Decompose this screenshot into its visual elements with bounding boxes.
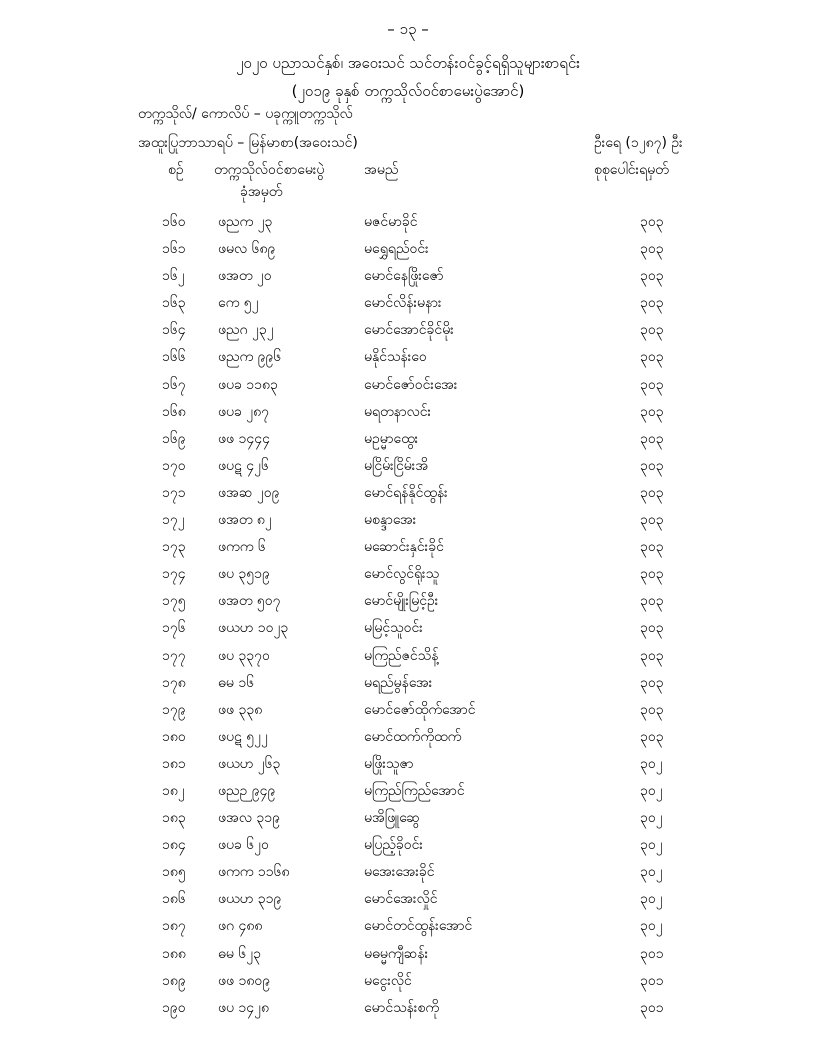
serial-cell: ၁၈၄ [162, 837, 186, 854]
serial-cell: ၁၈၈ [162, 945, 186, 962]
score-cell: ၃၀၃ [640, 647, 664, 664]
roll-number-cell: ဖအဆ ၂၀၉ [218, 484, 280, 501]
roll-number-cell: ဖဖ ၃၃၈ [218, 701, 263, 718]
table-row [0, 725, 816, 752]
serial-cell: ၁၈၉ [162, 972, 186, 989]
score-cell: ၃၀၃ [640, 674, 664, 691]
name-cell: မောင်မျိုးမြင့်ဦး [364, 593, 439, 610]
roll-number-cell: ဖညက ၉၉၆ [218, 349, 282, 366]
table-row [0, 318, 816, 345]
roll-number-cell: ဖယဟ ၂၆၃ [218, 755, 281, 772]
name-cell: မရတနာလင်း [364, 403, 432, 420]
roll-number-cell: ဖညဉ ၉၄၉ [218, 782, 276, 799]
name-cell: မငွေးလိုင် [364, 972, 412, 989]
serial-cell: ၁၇၃ [162, 539, 186, 556]
serial-cell: ၁၇၉ [162, 701, 186, 718]
score-cell: ၃၀၃ [640, 701, 664, 718]
name-cell: မဇင်မာခိုင် [364, 214, 418, 230]
table-row [0, 400, 816, 427]
table-row [0, 996, 816, 1023]
column-header-serial: စဉ် [168, 162, 184, 178]
roll-number-cell: ဖဖ ၁၈၀၉ [218, 972, 271, 989]
name-cell: မအေးအေးခိုင် [364, 864, 435, 881]
name-cell: မအိဖြူဆွေ [364, 810, 420, 827]
name-cell: မောင်အောင်ခိုင်မိုး [364, 322, 454, 339]
score-cell: ၃၀၃ [640, 241, 664, 258]
serial-cell: ၁၈၀ [162, 728, 186, 745]
score-cell: ၃၀၂ [640, 782, 663, 799]
score-cell: ၃၀၃ [640, 566, 664, 583]
name-cell: မောင်နေဖြိုးဇော် [364, 268, 444, 285]
document-title: ၂၀၂၀ ပညာသင်နှစ်၊ အဝေးသင် သင်တန်းဝင်ခွင့်ရရှိသူများစာရင်း [236, 54, 580, 72]
table-row [0, 671, 816, 698]
serial-cell: ၁၆၇ [162, 376, 186, 393]
table-row [0, 860, 816, 887]
serial-cell: ၁၇၁ [162, 484, 186, 501]
score-cell: ၃၀၃ [640, 403, 664, 420]
score-cell: ၃၀၂ [640, 864, 663, 881]
score-cell: ၃၀၃ [640, 322, 664, 339]
score-cell: ၃၀၃ [640, 457, 664, 474]
name-cell: မဓမ္မကျီဆန်း [364, 945, 429, 962]
roll-number-cell: ဖညဂ ၂၃၂ [218, 322, 274, 339]
roll-number-cell: ဖပဋ ၅၂၂ [218, 728, 268, 745]
student-list [0, 210, 816, 1023]
name-cell: မငြိမ်းငြိမ်းအိ [364, 457, 429, 474]
serial-cell: ၁၆၉ [162, 430, 186, 447]
name-cell: မောင်ရန်နိုင်ထွန်း [364, 484, 448, 501]
score-cell: ၃၀၁ [640, 945, 664, 962]
table-row [0, 210, 816, 237]
roll-number-cell: ဖပ ၃၃၇၀ [218, 647, 270, 664]
roll-number-cell: ဖအတ ၅၀၇ [218, 593, 281, 610]
name-cell: မပြည့်ခိုဝင်း [364, 837, 423, 854]
name-cell: မကြည်ကြည်အောင် [364, 782, 465, 799]
name-cell: မနိုင်သန်းဝေ [364, 349, 427, 366]
name-cell: မဆောင်းနှင်းခိုင် [364, 539, 444, 556]
score-cell: ၃၀၂ [640, 810, 663, 827]
column-header-roll-number: တက္ကသိုလ်ဝင်စာမေးပွဲ [214, 162, 325, 178]
page-number: – ၁၃ – [387, 20, 429, 38]
serial-cell: ၁၆၂ [162, 268, 185, 285]
name-cell: မောင်ထက်ကိုထက် [364, 728, 462, 745]
name-cell: မမြင့်သူဝင်း [364, 620, 423, 637]
serial-cell: ၁၇၅ [162, 593, 186, 610]
score-cell: ၃၀၂ [640, 837, 663, 854]
column-header-roll-number-line2: ခုံအမှတ် [240, 184, 283, 200]
score-cell: ၃၀၃ [640, 512, 664, 529]
roll-number-cell: ဖယဟ ၃၁၉ [218, 891, 282, 908]
name-cell: မောင်ဇော်ဝင်းအေး [364, 376, 458, 393]
table-row [0, 644, 816, 671]
table-row [0, 806, 816, 833]
score-cell: ၃၀၃ [640, 268, 664, 285]
score-cell: ၃၀၂ [640, 918, 663, 935]
roll-number-cell: ဖအတ ၈၂ [218, 512, 272, 529]
table-row [0, 914, 816, 941]
name-cell: မဖြိုးသူဇာ [364, 755, 414, 772]
roll-number-cell: ဖညက ၂၃ [218, 214, 273, 230]
score-cell: ၃၀၃ [640, 484, 664, 501]
serial-cell: ၁၈၅ [162, 864, 186, 881]
table-row [0, 589, 816, 616]
name-cell: မရွှေရည်ဝင်း [364, 241, 429, 258]
roll-number-cell: ဖကက ၁၁၆၈ [218, 864, 290, 881]
total-count-line: ဦးရေ (၁၂၈၇) ဦး [594, 135, 683, 151]
name-cell: မောင်လိန်းမနား [364, 295, 442, 312]
roll-number-cell: ဖဂ ၄၈၈ [218, 918, 263, 935]
roll-number-cell: ဖပခ ၁၁၈၃ [218, 376, 278, 393]
name-cell: မစန္ဒာအေး [364, 512, 417, 529]
roll-number-cell: ဓမ ၁၆ [218, 674, 255, 691]
score-cell: ၃၀၂ [640, 755, 663, 772]
score-cell: ၃၀၃ [640, 728, 664, 745]
roll-number-cell: ဖပခ ၂၈၇ [218, 403, 270, 420]
table-row [0, 942, 816, 969]
roll-number-cell: ဖပခ ၆၂၀ [218, 837, 269, 854]
table-row [0, 481, 816, 508]
serial-cell: ၁၈၇ [162, 918, 186, 935]
name-cell: မဥမ္မာထွေး [364, 430, 419, 447]
table-row [0, 454, 816, 481]
score-cell: ၃၀၃ [640, 214, 664, 230]
serial-cell: ၁၈၂ [162, 782, 185, 799]
roll-number-cell: ဖကက ၆ [218, 539, 266, 556]
roll-number-cell: ဖအလ ၃၁၉ [218, 810, 281, 827]
serial-cell: ၁၆၆ [162, 349, 186, 366]
university-line: တက္ကသိုလ်/ ကောလိပ် – ပခုက္ကူတက္ကသိုလ် [138, 106, 353, 122]
table-row [0, 833, 816, 860]
roll-number-cell: ကေ ၅၂ [218, 295, 259, 312]
table-row [0, 291, 816, 318]
table-row [0, 779, 816, 806]
serial-cell: ၁၇၆ [162, 620, 186, 637]
column-header-total-score: စုစုပေါင်းရမှတ် [594, 162, 669, 178]
column-header-name: အမည် [364, 162, 399, 178]
roll-number-cell: ဖအတ ၂၀ [218, 268, 272, 285]
serial-cell: ၁၇၄ [162, 566, 186, 583]
score-cell: ၃၀၃ [640, 593, 664, 610]
roll-number-cell: ဖဖ ၁၄၄၄ [218, 430, 270, 447]
serial-cell: ၁၆၃ [162, 295, 186, 312]
table-row [0, 969, 816, 996]
table-row [0, 345, 816, 372]
name-cell: မောင်အေးလှိုင် [364, 891, 438, 908]
table-row [0, 427, 816, 454]
score-cell: ၃၀၂ [640, 891, 663, 908]
score-cell: ၃၀၃ [640, 620, 664, 637]
table-row [0, 752, 816, 779]
roll-number-cell: ဖပဋ ၄၂၆ [218, 457, 269, 474]
score-cell: ၃၀၃ [640, 430, 664, 447]
name-cell: မကြည်ဇင်သိန့် [364, 647, 439, 664]
score-cell: ၃၀၃ [640, 539, 664, 556]
serial-cell: ၁၆၁ [162, 241, 186, 258]
document-subtitle: (၂၀၁၉ ခုနှစ် တက္ကသိုလ်ဝင်စာမေးပွဲအောင်) [291, 82, 525, 100]
roll-number-cell: ဖပ ၃၅၁၉ [218, 566, 270, 583]
serial-cell: ၁၈၆ [162, 891, 186, 908]
table-row [0, 562, 816, 589]
roll-number-cell: ဖမလ ၆၈၉ [218, 241, 276, 258]
name-cell: မောင်ဇော်ထိုက်အောင် [364, 701, 476, 718]
serial-cell: ၁၆၀ [162, 214, 186, 230]
serial-cell: ၁၇၀ [162, 457, 186, 474]
table-row [0, 698, 816, 725]
serial-cell: ၁၈၃ [162, 810, 186, 827]
serial-cell: ၁၆၄ [162, 322, 186, 339]
serial-cell: ၁၇၂ [162, 512, 185, 529]
score-cell: ၃၀၃ [640, 295, 664, 312]
score-cell: ၃၀၁ [640, 972, 664, 989]
score-cell: ၃၀၁ [640, 999, 664, 1016]
table-row [0, 887, 816, 914]
serial-cell: ၁၉၀ [162, 999, 186, 1016]
table-row [0, 264, 816, 291]
score-cell: ၃၀၃ [640, 349, 664, 366]
roll-number-cell: ဓမ ၆၂၃ [218, 945, 261, 962]
name-cell: မောင်သန်းစကို [364, 999, 440, 1016]
name-cell: မရည်မွန်အေး [364, 674, 433, 691]
serial-cell: ၁၈၁ [162, 755, 186, 772]
serial-cell: ၁၇၇ [162, 647, 186, 664]
score-cell: ၃၀၃ [640, 376, 664, 393]
serial-cell: ၁၇၈ [162, 674, 186, 691]
table-row [0, 535, 816, 562]
table-row [0, 616, 816, 643]
name-cell: မောင်တင်ထွန်းအောင် [364, 918, 473, 935]
serial-cell: ၁၆၈ [162, 403, 186, 420]
roll-number-cell: ဖယဟ ၁၀၂၃ [218, 620, 289, 637]
table-row [0, 237, 816, 264]
subject-line: အထူးပြုဘာသာရပ် – မြန်မာစာ(အဝေးသင်) [138, 135, 358, 151]
roll-number-cell: ဖပ ၁၄၂၈ [218, 999, 270, 1016]
table-row [0, 508, 816, 535]
table-row [0, 373, 816, 400]
name-cell: မောင်လွင်ရိုးသူ [364, 566, 440, 583]
